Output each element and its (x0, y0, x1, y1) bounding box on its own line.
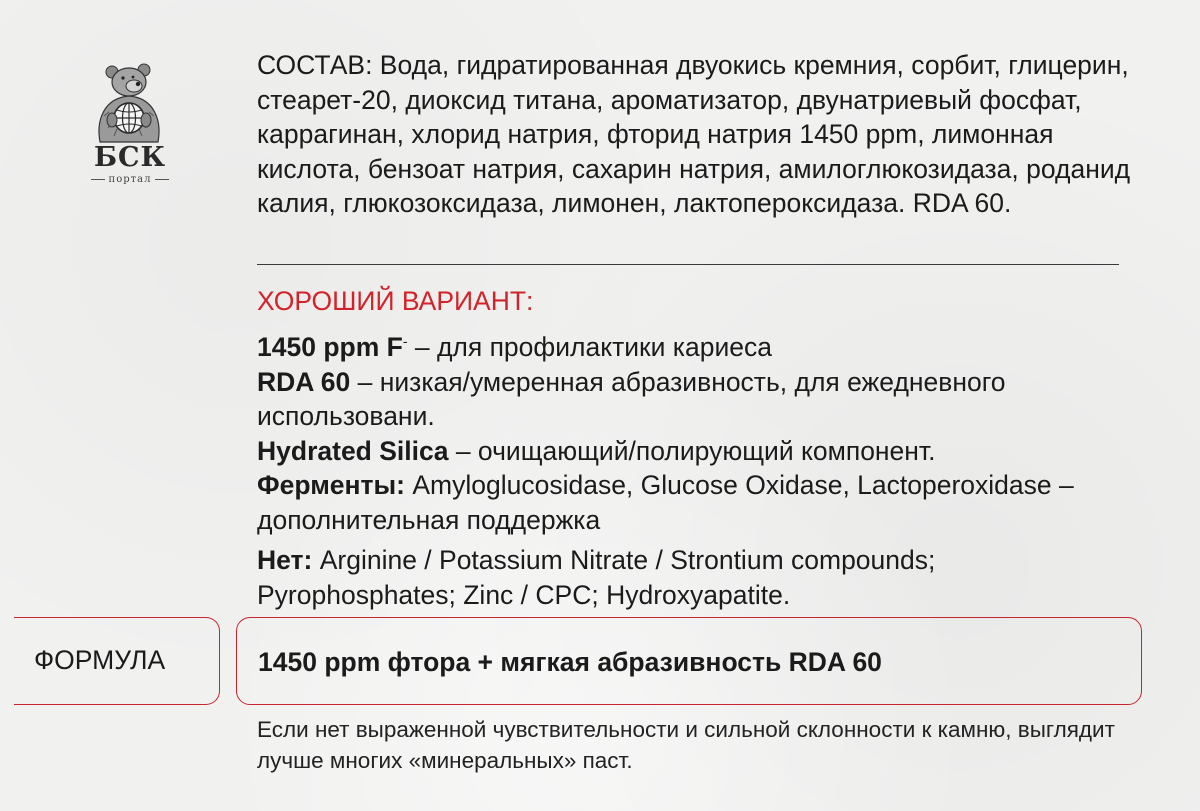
absent-ingredients (257, 543, 1137, 612)
item-description: – для профилактики кариеса (407, 332, 772, 362)
formula-text: 1450 ppm фтора + мягкая абразивность RDA 60 (258, 647, 882, 677)
item-description: Amyloglucosidase, Glucose Oxidase, Lactoperoxidase – дополнительная поддержка (257, 470, 1074, 535)
bear-holding-globe-icon (82, 58, 178, 144)
item-description: – низкая/умеренная абразивность, для ежедневного использовани. (257, 366, 1006, 431)
formula-label-box (14, 617, 220, 705)
item-description: Arginine / Potassium Nitrate / Strontium compounds; Pyrophosphates; Zinc / CPC; Hydroxyapatite. (257, 545, 936, 610)
note-text: Если нет выраженной чувствительности и сильной склонности к камню, выглядит лучше многих «минеральных» паст. (257, 717, 1115, 773)
list-item (257, 434, 1137, 469)
item-term: Ферменты: (257, 470, 405, 500)
list-item (257, 365, 1137, 434)
list-item (257, 468, 1137, 537)
logo (82, 58, 178, 188)
logo-name: БСК (93, 142, 167, 173)
item-term: Нет: (257, 545, 313, 575)
formula-label: ФОРМУЛА (34, 645, 166, 675)
logo-subtitle: портал (82, 175, 178, 185)
good-option-heading: ХОРОШИЙ ВАРИАНТ: (257, 286, 534, 316)
item-term: 1450 ppm F (257, 332, 403, 362)
item-term: Hydrated Silica (257, 435, 449, 466)
list-item (257, 330, 1137, 365)
item-term-superscript: - (402, 333, 408, 349)
good-option-list (257, 330, 1137, 537)
formula-box (236, 617, 1142, 705)
list-item (257, 543, 1137, 612)
item-term: RDA 60 (257, 366, 351, 397)
item-description: – очищающий/полирующий компонент. (448, 435, 936, 466)
composition-text: СОСТАВ: Вода, гидратированная двуокись кремния, сорбит, глицерин, стеарет-20, диоксид титана, ароматизатор, двунатриевый фосфат, каррагинан, хлорид натрия, фторид натрия 1450 ppm, лимонная кислота, бензоат натрия, сахарин натрия, амилоглюкозидаза, роданид калия, глюкозоксидаза, лимонен, лактопероксидаза. RDA 60. (257, 50, 1131, 218)
divider (257, 264, 1119, 265)
